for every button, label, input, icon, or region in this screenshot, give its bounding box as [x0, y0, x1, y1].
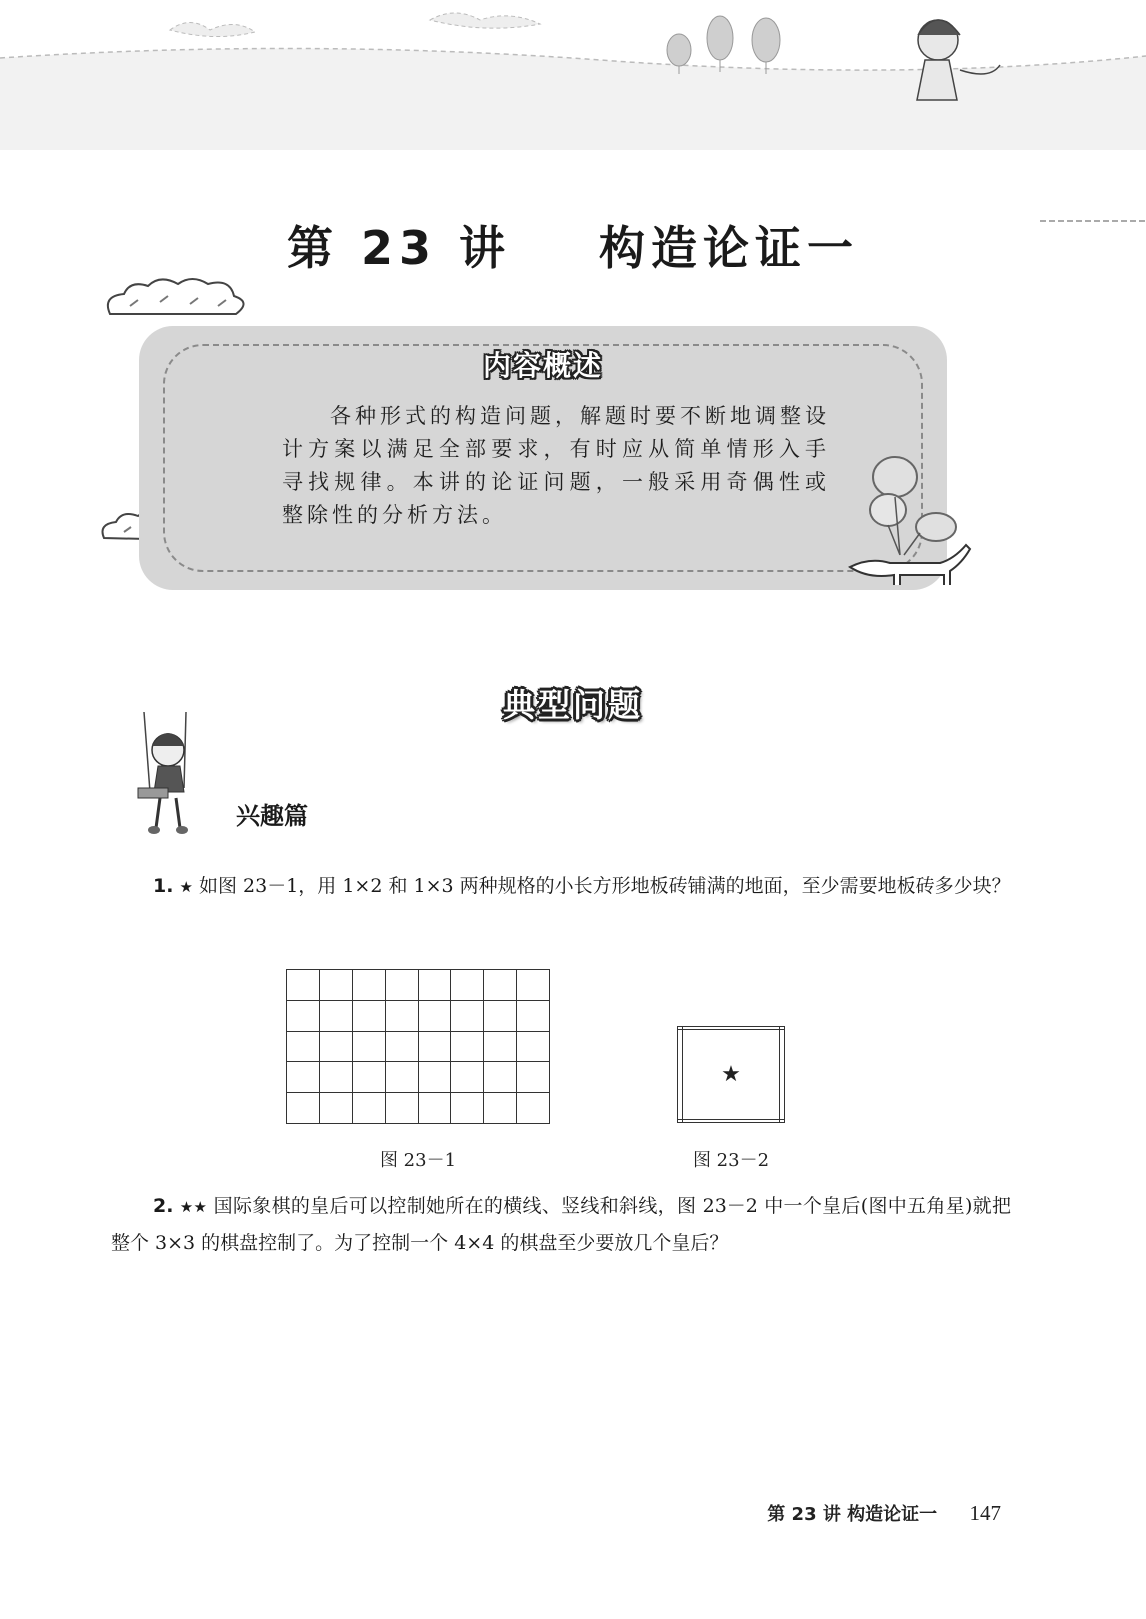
grid-cell [484, 1062, 517, 1093]
grid-cell [451, 1000, 484, 1031]
grid-cell [517, 1000, 550, 1031]
grid-cell [287, 1062, 320, 1093]
grid-cell [385, 1062, 418, 1093]
grid-cell [385, 1031, 418, 1062]
grid-cell [418, 1031, 451, 1062]
section-heading: 典型问题 [502, 686, 643, 724]
grid-cell [780, 1119, 785, 1122]
cloud-icon [100, 276, 260, 326]
grid-cell [319, 970, 352, 1001]
grid-cell [385, 1093, 418, 1124]
problem-1 [111, 868, 1011, 905]
grid-cell [517, 1093, 550, 1124]
grid-cell [352, 1093, 385, 1124]
grid-cell [517, 1062, 550, 1093]
grid-cell [484, 1093, 517, 1124]
difficulty-stars: ★ [179, 878, 193, 896]
figure-23-2-grid [677, 1026, 785, 1123]
grid-cell [418, 1000, 451, 1031]
grid-cell [319, 1000, 352, 1031]
grid-cell [418, 970, 451, 1001]
grid-cell [352, 1062, 385, 1093]
grid-cell [352, 970, 385, 1001]
grid-cell [287, 1000, 320, 1031]
queen-star-icon: ★ [721, 1061, 741, 1087]
grid-cell [319, 1062, 352, 1093]
page-footer [767, 1500, 1001, 1526]
grid-cell [517, 970, 550, 1001]
grid-cell [352, 1000, 385, 1031]
difficulty-stars: ★★ [179, 1198, 208, 1216]
problem-text: 如图 23－1，用 1×2 和 1×3 两种规格的小长方形地板砖铺满的地面，至少需要地板砖多少块？ [199, 875, 1011, 897]
problem-number: 2. [153, 1195, 174, 1217]
grid-cell [780, 1030, 785, 1119]
problem-2 [111, 1188, 1011, 1261]
page-number: 147 [969, 1501, 1001, 1525]
grid-cell [287, 970, 320, 1001]
grid-cell [418, 1093, 451, 1124]
swing-girl-icon [130, 712, 210, 842]
grid-cell [484, 1000, 517, 1031]
header-decoration [0, 0, 1146, 150]
grid-cell [319, 1093, 352, 1124]
figure-23-1-caption: 图 23－1 [379, 1150, 457, 1171]
grid-cell [319, 1031, 352, 1062]
grid-row [287, 1000, 550, 1031]
problem-number: 1. [153, 875, 174, 897]
figure-23-1-grid [286, 969, 550, 1124]
grid-row [287, 970, 550, 1001]
grid-row [678, 1030, 785, 1119]
grid-cell [451, 1062, 484, 1093]
grid-cell [484, 1031, 517, 1062]
grid-cell [385, 970, 418, 1001]
balloon-dog-icon [840, 455, 980, 585]
problem-text: 国际象棋的皇后可以控制她所在的横线、竖线和斜线，图 23－2 中一个皇后(图中五角星)就把整个 3×3 的棋盘控制了。为了控制一个 4×4 的棋盘至少要放几个皇后？ [111, 1195, 1011, 1254]
footer-chapter-title: 第 23 讲 构造论证一 [767, 1504, 938, 1525]
grid-cell [451, 970, 484, 1001]
grid-cell [682, 1030, 780, 1119]
figure-23-2-caption: 图 23－2 [692, 1150, 770, 1171]
grid-cell [451, 1093, 484, 1124]
grid-cell [484, 970, 517, 1001]
grid-cell [352, 1031, 385, 1062]
grid-cell [287, 1031, 320, 1062]
grid-row [678, 1119, 785, 1122]
summary-text: 各种形式的构造问题，解题时要不断地调整设计方案以满足全部要求，有时应从简单情形入手寻找规律。本讲的论证问题，一般采用奇偶性或整除性的分析方法。 [282, 404, 830, 527]
grid-cell [517, 1031, 550, 1062]
grid-cell [682, 1119, 780, 1122]
grid-cell [418, 1062, 451, 1093]
grid-row [287, 1062, 550, 1093]
grid-cell [287, 1093, 320, 1124]
grid-cell [451, 1031, 484, 1062]
grid-row [287, 1093, 550, 1124]
grid-row [287, 1031, 550, 1062]
summary-heading: 内容概述 [482, 349, 603, 382]
chapter-title: 第 23 讲 构造论证一 [286, 221, 860, 275]
grid-cell [385, 1000, 418, 1031]
subsection-heading: 兴趣篇 [236, 802, 308, 830]
